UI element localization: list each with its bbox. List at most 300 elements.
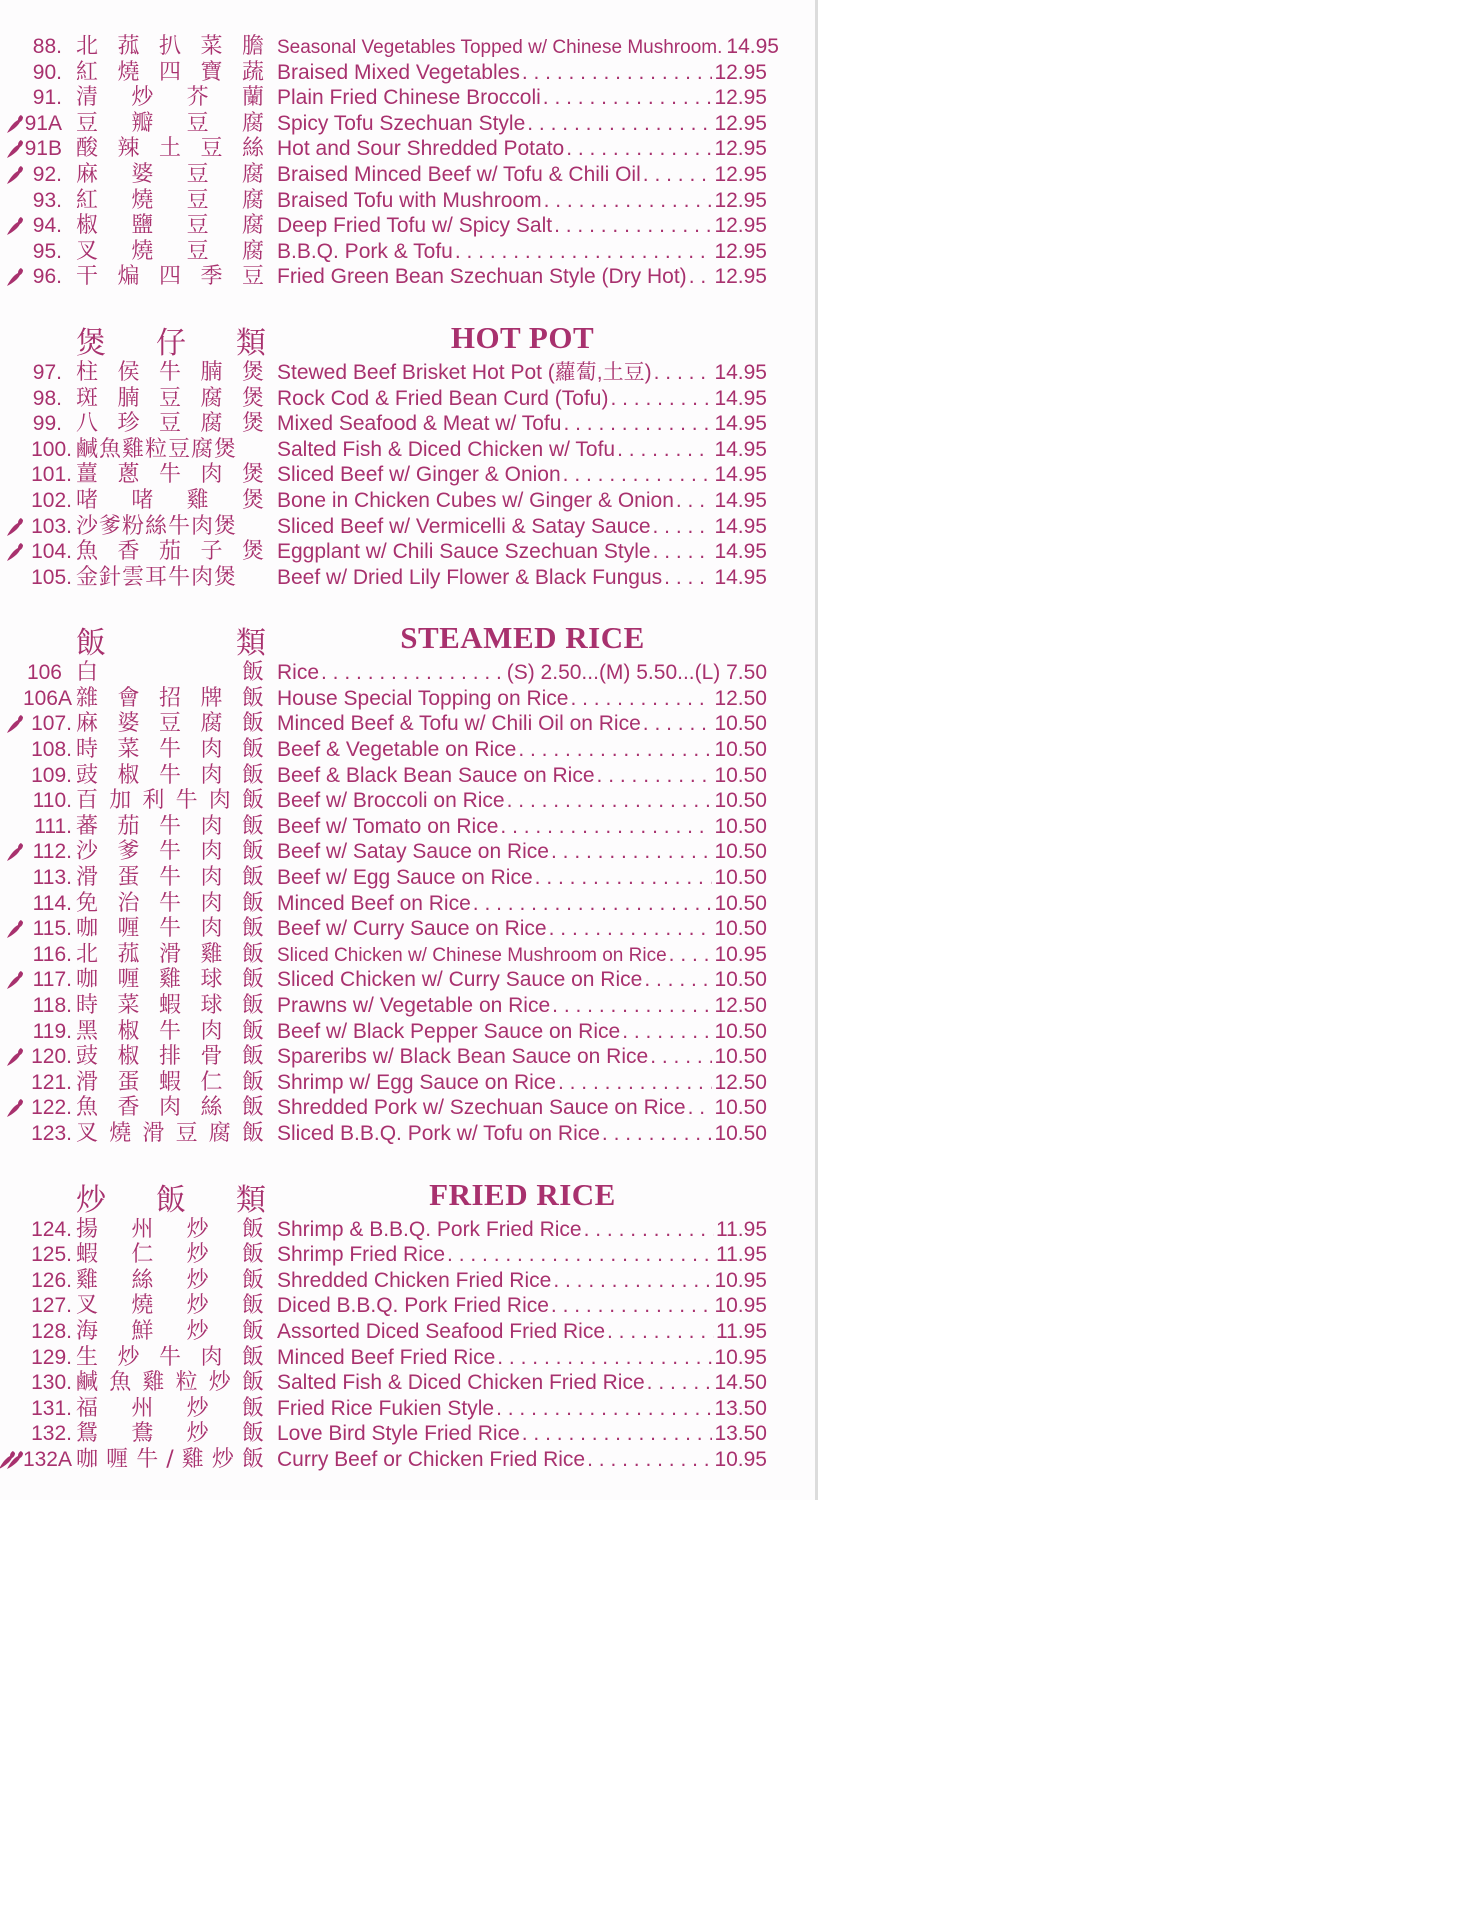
item-chinese-name (76, 360, 264, 386)
section-title-char: 飯 (76, 626, 106, 662)
item-name: Beef & Vegetable on Rice (277, 738, 517, 762)
item-number: 113. (32, 866, 72, 890)
menu-section (0, 34, 790, 290)
item-number: 95. (32, 239, 62, 263)
item-name: Beef w/ Egg Sauce on Rice (277, 866, 533, 890)
chinese-char: 肉 (200, 839, 223, 865)
chinese-char: 時 (76, 737, 99, 763)
item-price: 10.50 (714, 1096, 767, 1120)
chinese-char: 豆 (200, 136, 223, 162)
chinese-char: 炒 (186, 1318, 209, 1344)
dot-leader (535, 865, 713, 891)
item-price: 12.95 (714, 86, 767, 110)
menu-item (0, 1019, 790, 1045)
chinese-char: 燒 (131, 1293, 154, 1319)
item-chinese-name (76, 514, 264, 540)
item-number: 116. (32, 942, 72, 966)
chinese-char: 球 (200, 993, 223, 1018)
item-english (277, 814, 767, 840)
chinese-char: 腐 (208, 1120, 231, 1146)
chinese-char: 雞 (76, 1267, 99, 1293)
item-price: 10.50 (714, 712, 767, 736)
chinese-char: 飯 (241, 1044, 264, 1070)
chinese-char: 飯 (241, 1069, 264, 1095)
chinese-char: 牛 (158, 462, 181, 488)
item-name: Eggplant w/ Chili Sauce Szechuan Style (277, 540, 651, 564)
item-name: Minced Beef & Tofu w/ Chili Oil on Rice (277, 712, 641, 736)
item-number: 96. (32, 265, 62, 289)
item-price: 12.95 (714, 214, 767, 238)
chinese-char: 飯 (241, 762, 264, 788)
chinese-char: 椒 (117, 762, 140, 788)
chinese-char: 芥 (186, 85, 209, 111)
chinese-char: 麻 (76, 711, 99, 737)
menu-item (0, 488, 790, 514)
menu-item (0, 85, 790, 111)
menu-item (0, 437, 790, 463)
item-number: 120. (31, 1045, 72, 1069)
chinese-char: 菜 (200, 34, 223, 59)
item-chinese-name (76, 1268, 264, 1294)
section-title: HOT POT (450, 319, 595, 355)
chinese-char: 牛 (158, 762, 181, 788)
menu-item (0, 916, 790, 942)
item-name: Hot and Sour Shredded Potato (277, 137, 565, 161)
item-number: 122. (31, 1096, 72, 1120)
item-name: Beef w/ Tomato on Rice (277, 814, 499, 838)
chinese-char: 肉 (200, 890, 223, 916)
item-number: 90. (32, 60, 62, 84)
chinese-char: 福 (76, 1395, 99, 1421)
item-chinese-name (76, 686, 264, 712)
chinese-char: 炒 (186, 1242, 209, 1268)
item-chinese-name (76, 85, 264, 111)
menu-item (0, 386, 790, 412)
item-chinese-name (76, 539, 264, 565)
chinese-char: 飯 (241, 1018, 264, 1044)
item-english (277, 1044, 767, 1070)
chinese-char: 斑 (76, 385, 99, 411)
chinese-char: 四 (158, 59, 181, 85)
item-chinese-name (76, 788, 264, 814)
dot-leader (566, 136, 712, 162)
item-chinese-name (76, 1396, 264, 1422)
menu-item (0, 462, 790, 488)
chinese-char: 牛 (136, 1446, 159, 1472)
item-english (277, 1217, 767, 1243)
dot-leader (558, 1070, 712, 1096)
dot-leader (688, 1095, 713, 1121)
chinese-char: 煲 (241, 385, 264, 411)
chinese-char: 炒 (117, 1344, 140, 1370)
menu-item (0, 839, 790, 865)
item-price: 10.95 (714, 1268, 767, 1292)
item-english (277, 1242, 767, 1268)
item-name: Sliced Beef w/ Ginger & Onion (277, 463, 561, 487)
item-number: 100. (31, 437, 72, 461)
section-title-chinese (76, 1175, 266, 1219)
chinese-char: 腐 (241, 110, 264, 136)
chinese-char: 牛 (158, 737, 181, 763)
item-english (277, 136, 767, 162)
chinese-char: 椒 (76, 213, 99, 239)
section-title-char: 類 (236, 325, 266, 361)
item-name: House Special Topping on Rice (277, 686, 569, 710)
item-number: 102. (31, 488, 72, 512)
menu-item (0, 763, 790, 789)
chinese-char: 飯 (241, 1446, 264, 1472)
dot-leader (653, 514, 713, 540)
chinese-char: 清 (76, 85, 99, 111)
item-number: 132A (22, 1447, 72, 1471)
item-price: 10.50 (714, 891, 767, 915)
chinese-char: 豆 (186, 187, 209, 213)
item-name: Stewed Beef Brisket Hot Pot (蘿蔔,土豆) (277, 360, 652, 384)
item-number: 126. (31, 1268, 72, 1292)
menu-item (0, 1345, 790, 1371)
chinese-char: 飯 (241, 1120, 264, 1146)
item-number: 109. (31, 763, 72, 787)
menu-item (0, 865, 790, 891)
dot-leader (500, 814, 712, 840)
item-name: Braised Minced Beef w/ Tofu & Chili Oil (277, 162, 641, 186)
dot-leader (622, 1019, 712, 1045)
chinese-char: 菰 (117, 34, 140, 59)
item-price: 12.50 (714, 1070, 767, 1094)
chinese-char: 茄 (117, 813, 140, 839)
chinese-char: 喱 (117, 916, 140, 942)
menu-item (0, 1217, 790, 1243)
item-price: 10.50 (714, 917, 767, 941)
item-name: Shredded Chicken Fried Rice (277, 1268, 552, 1292)
menu-item (0, 60, 790, 86)
menu-item (0, 1370, 790, 1396)
item-chinese-name (76, 916, 264, 942)
menu-item (0, 891, 790, 917)
dot-leader (676, 488, 713, 514)
item-chinese-name (76, 1121, 264, 1147)
menu-item (0, 213, 790, 239)
item-name: Spicy Tofu Szechuan Style (277, 111, 526, 135)
chinese-char: 牛 (158, 1018, 181, 1044)
item-name: Mixed Seafood & Meat w/ Tofu (277, 412, 562, 436)
menu-item (0, 788, 790, 814)
chinese-char: 侯 (117, 359, 140, 385)
item-chinese-name (76, 462, 264, 488)
chinese-char: 煲 (241, 462, 264, 488)
chinese-char: 飯 (241, 1267, 264, 1293)
chinese-char: 婆 (117, 711, 140, 737)
item-price: 10.50 (714, 968, 767, 992)
item-name: Beef w/ Black Pepper Sauce on Rice (277, 1019, 621, 1043)
item-english (277, 1370, 767, 1396)
menu-section (0, 314, 790, 590)
chinese-char: 煲 (241, 539, 264, 565)
menu-item (0, 1319, 790, 1345)
item-chinese-name (76, 188, 264, 214)
item-price: (S) 2.50...(M) 5.50...(L) 7.50 (506, 661, 767, 685)
chinese-char: 豆 (158, 385, 181, 411)
menu-item (0, 1293, 790, 1319)
menu-list (0, 34, 790, 1473)
item-chinese-name (76, 865, 264, 891)
menu-item (0, 686, 790, 712)
chinese-char: 喱 (106, 1446, 129, 1472)
chinese-char: 咖 (76, 967, 99, 993)
chinese-char: 飯 (241, 813, 264, 839)
item-name: Fried Rice Fukien Style (277, 1396, 495, 1420)
chinese-char: 飯 (241, 1318, 264, 1344)
chinese-char: 飯 (241, 839, 264, 865)
item-name: Sliced B.B.Q. Pork w/ Tofu on Rice (277, 1121, 600, 1145)
menu-item (0, 711, 790, 737)
item-english (277, 763, 767, 789)
chinese-char: 百 (76, 788, 99, 814)
item-english (277, 891, 767, 917)
chinese-char: 會 (117, 685, 140, 711)
item-price: 12.95 (714, 265, 767, 289)
chinese-char: 免 (76, 890, 99, 916)
item-name: B.B.Q. Pork & Tofu (277, 239, 453, 263)
item-number: 111. (34, 814, 72, 838)
chinese-char: 豆 (241, 264, 264, 290)
menu-page (0, 0, 818, 1500)
item-name: Love Bird Style Fried Rice (277, 1422, 520, 1446)
item-english (277, 1095, 767, 1121)
item-name: Deep Fried Tofu w/ Spicy Salt (277, 214, 553, 238)
chinese-char: 滑 (142, 1120, 165, 1146)
menu-item (0, 514, 790, 540)
chinese-char: 鴦 (131, 1421, 154, 1447)
chinese-char: 飯 (241, 967, 264, 993)
item-number: 119. (32, 1019, 72, 1043)
item-english (277, 865, 767, 891)
item-chinese-name (76, 993, 264, 1019)
item-english (277, 437, 767, 463)
chinese-char: 州 (131, 1395, 154, 1421)
chinese-char: 豉 (76, 762, 99, 788)
item-number: 106 (26, 661, 62, 685)
dot-leader (643, 162, 713, 188)
chinese-char: 時 (76, 993, 99, 1018)
section-title-char: 仔 (156, 325, 186, 361)
chinese-char: 雞 (181, 1446, 204, 1472)
menu-item (0, 136, 790, 162)
chinese-char: 麻 (76, 161, 99, 187)
chinese-char: 肉 (200, 865, 223, 891)
chinese-char: 牛 (158, 839, 181, 865)
chinese-char: 鹹魚雞粒豆腐煲 (76, 436, 238, 462)
item-name: Beef w/ Dried Lily Flower & Black Fungus (277, 565, 663, 589)
chinese-char: 滑 (76, 1069, 99, 1095)
item-english (277, 462, 767, 488)
item-number: 91B (24, 137, 62, 161)
chinese-char: 腐 (241, 187, 264, 213)
chinese-char: 雜 (76, 685, 99, 711)
chinese-char: 牛 (158, 1344, 181, 1370)
item-name: Shrimp w/ Egg Sauce on Rice (277, 1070, 556, 1094)
chinese-char: 腐 (200, 385, 223, 411)
chinese-char: 飯 (241, 941, 264, 967)
item-english (277, 264, 767, 290)
item-name: Braised Tofu with Mushroom (277, 188, 542, 212)
item-chinese-name (76, 737, 264, 763)
menu-item (0, 1121, 790, 1147)
chinese-char: 加 (109, 788, 132, 814)
item-english (277, 539, 767, 565)
item-chinese-name (76, 1319, 264, 1345)
chinese-char: 飯 (241, 737, 264, 763)
item-number: 125. (31, 1243, 72, 1267)
chinese-char: 骨 (200, 1044, 223, 1070)
dot-leader (497, 1345, 712, 1371)
item-english (277, 34, 779, 61)
dot-leader (473, 891, 713, 917)
chinese-char: 叉 (76, 1293, 99, 1319)
chinese-char: 燒 (109, 1120, 132, 1146)
item-number: 93. (32, 188, 62, 212)
item-chinese-name (76, 386, 264, 412)
chinese-char: 辣 (117, 136, 140, 162)
dot-leader (554, 213, 712, 239)
item-price: 10.95 (714, 942, 767, 966)
item-number: 99. (32, 412, 62, 436)
chinese-char: 燒 (131, 238, 154, 264)
chinese-char: 煲 (241, 487, 264, 513)
item-chinese-name (76, 1095, 264, 1121)
menu-item (0, 1396, 790, 1422)
chinese-char: 紅 (76, 59, 99, 85)
chinese-char: 爹 (117, 839, 140, 865)
chinese-char: 腐 (200, 411, 223, 437)
chinese-char: 滑 (158, 941, 181, 967)
item-price: 13.50 (714, 1396, 767, 1420)
menu-item (0, 264, 790, 290)
item-english (277, 514, 767, 540)
chinese-char: 四 (158, 264, 181, 290)
menu-item (0, 188, 790, 214)
chinese-char: 飯 (241, 1216, 264, 1242)
item-name: Beef w/ Curry Sauce on Rice (277, 917, 547, 941)
dot-leader (570, 686, 712, 712)
chinese-char: 魚 (76, 1095, 99, 1121)
item-chinese-name (76, 1242, 264, 1268)
chinese-char: 飯 (241, 1344, 264, 1370)
chinese-char: 腩 (200, 359, 223, 385)
item-english (277, 360, 767, 386)
menu-item (0, 239, 790, 265)
item-number: 104. (31, 540, 72, 564)
item-name: Shrimp Fried Rice (277, 1243, 446, 1267)
dot-leader (669, 942, 713, 968)
dot-leader (549, 916, 713, 942)
item-chinese-name (76, 411, 264, 437)
item-chinese-name (76, 565, 264, 591)
chinese-char: 治 (117, 890, 140, 916)
chinese-char: 豆 (186, 161, 209, 187)
chinese-char: 鴛 (76, 1421, 99, 1447)
chinese-char: 肉 (200, 1344, 223, 1370)
chinese-char: 揚 (76, 1216, 99, 1242)
item-chinese-name (76, 1345, 264, 1371)
item-english (277, 1345, 767, 1371)
item-name: Plain Fried Chinese Broccoli (277, 86, 541, 110)
chinese-char: 飯 (241, 1242, 264, 1268)
item-price: 12.50 (714, 686, 767, 710)
item-english (277, 1293, 767, 1319)
chinese-char: 炒 (186, 1293, 209, 1319)
menu-item (0, 1242, 790, 1268)
item-price: 11.95 (716, 1217, 767, 1241)
chinese-char: 雞 (158, 967, 181, 993)
item-chinese-name (76, 942, 264, 968)
chinese-char: 婆 (131, 161, 154, 187)
chinese-char: 飯 (241, 993, 264, 1018)
chinese-char: 肉 (200, 1018, 223, 1044)
item-number: 129. (31, 1345, 72, 1369)
item-number: 117. (32, 968, 72, 992)
chinese-char: 肉 (158, 1095, 181, 1121)
chinese-char: 炒 (208, 1370, 231, 1396)
chinese-char: 炒 (186, 1216, 209, 1242)
item-english (277, 85, 767, 111)
menu-item (0, 1421, 790, 1447)
chinese-char: 蝦 (158, 993, 181, 1018)
dot-leader (544, 188, 713, 214)
chinese-char: 蛋 (117, 1069, 140, 1095)
chinese-char: 咖 (76, 1446, 99, 1472)
chinese-char: 豆 (158, 711, 181, 737)
item-chinese-name (76, 239, 264, 265)
item-name: Salted Fish & Diced Chicken w/ Tofu (277, 437, 616, 461)
dot-leader (602, 1121, 713, 1147)
item-price: 10.95 (714, 1447, 767, 1471)
item-name: Seasonal Vegetables Topped w/ Chinese Mushroom. (277, 37, 723, 58)
chinese-char: 煲 (241, 411, 264, 437)
item-number: 123. (31, 1121, 72, 1145)
chinese-char: 子 (200, 539, 223, 565)
dot-leader (321, 660, 505, 686)
item-english (277, 686, 767, 712)
dot-leader (553, 1268, 712, 1294)
item-english (277, 60, 767, 86)
chinese-char: 菜 (117, 993, 140, 1018)
chinese-char: 肉 (200, 916, 223, 942)
section-title: FRIED RICE (429, 1176, 616, 1212)
chinese-char: 叉 (76, 238, 99, 264)
chinese-char: 豆 (186, 213, 209, 239)
menu-item (0, 1070, 790, 1096)
section-title-chinese (76, 318, 266, 362)
chinese-char: 柱 (76, 359, 99, 385)
chinese-char: 香 (117, 1095, 140, 1121)
item-price: 10.50 (714, 738, 767, 762)
menu-item (0, 1447, 790, 1473)
menu-section (0, 614, 790, 1146)
item-price: 10.50 (714, 1019, 767, 1043)
chinese-char: 煸 (117, 264, 140, 290)
dot-leader (653, 539, 713, 565)
item-chinese-name (76, 711, 264, 737)
dot-leader (447, 1242, 714, 1268)
chinese-char: 牛 (158, 890, 181, 916)
item-number: 130. (31, 1371, 72, 1395)
item-chinese-name (76, 488, 264, 514)
item-number: 107. (31, 712, 72, 736)
item-english (277, 188, 767, 214)
chinese-char: 香 (117, 539, 140, 565)
chinese-char: 飯 (241, 685, 264, 711)
